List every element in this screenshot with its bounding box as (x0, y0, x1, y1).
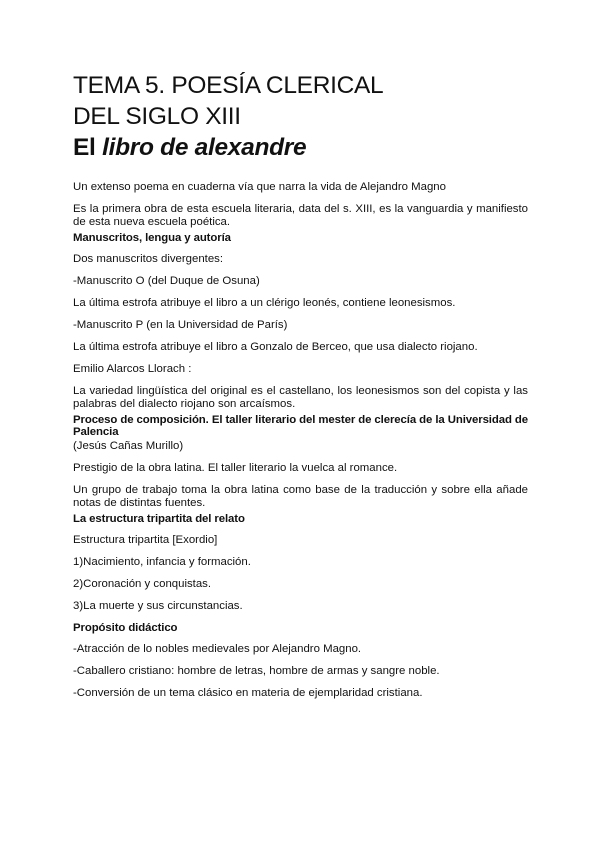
paragraph: -Atracción de lo nobles medievales por Alejandro Magno. (73, 643, 362, 655)
paragraph: 2)Coronación y conquistas. (73, 578, 212, 590)
subtitle-prefix: El (73, 134, 103, 161)
section-heading: Manuscritos, lengua y autoría (73, 232, 231, 244)
paragraph: Es la primera obra de esta escuela literaria, data del s. XIII, es la vanguardia y manifiesto de esta nueva escuela poética. (73, 203, 528, 228)
document-page (73, 70, 528, 709)
paragraph: 3)La muerte y sus circunstancias. (73, 600, 243, 612)
title-line-2: DEL SIGLO XIII (73, 103, 241, 130)
paragraph: La última estrofa atribuye el libro a un clérigo leonés, contiene leonesismos. (73, 297, 456, 309)
paragraph: Un extenso poema en cuaderna vía que narra la vida de Alejandro Magno (73, 181, 446, 193)
section-heading: La estructura tripartita del relato (73, 513, 245, 525)
section-heading: Propósito didáctico (73, 622, 178, 634)
paragraph: Prestigio de la obra latina. El taller literario la vuelca al romance. (73, 462, 398, 474)
paragraph: -Manuscrito P (en la Universidad de París) (73, 319, 288, 331)
paragraph: Un grupo de trabajo toma la obra latina como base de la traducción y sobre ella añade notas de distintas fuentes. (73, 484, 528, 509)
subtitle-italic: libro de alexandre (102, 134, 307, 161)
paragraph: (Jesús Cañas Murillo) (73, 440, 184, 452)
paragraph: Emilio Alarcos Llorach : (73, 363, 192, 375)
paragraph: -Conversión de un tema clásico en materia de ejemplaridad cristiana. (73, 687, 423, 699)
paragraph: Estructura tripartita [Exordio] (73, 534, 218, 546)
paragraph: La variedad lingüística del original es el castellano, los leonesismos son del copista y las palabras del dialecto riojano son arcaísmos. (73, 385, 528, 410)
paragraph: -Caballero cristiano: hombre de letras, hombre de armas y sangre noble. (73, 665, 440, 677)
paragraph: -Manuscrito O (del Duque de Osuna) (73, 275, 260, 287)
subtitle (73, 132, 528, 163)
paragraph: 1)Nacimiento, infancia y formación. (73, 556, 251, 568)
document-body (73, 181, 528, 700)
section-heading: Proceso de composición. El taller literario del mester de clerecía de la Universidad de Palencia (73, 414, 528, 438)
paragraph: Dos manuscritos divergentes: (73, 253, 224, 265)
title-line-1: TEMA 5. POESÍA CLERICAL (73, 72, 384, 99)
paragraph: La última estrofa atribuye el libro a Gonzalo de Berceo, que usa dialecto riojano. (73, 341, 478, 353)
